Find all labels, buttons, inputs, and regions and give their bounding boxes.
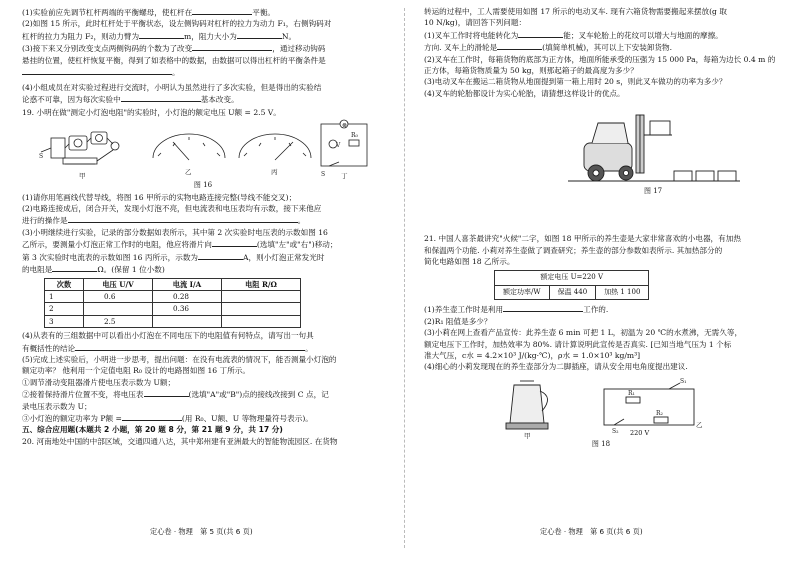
fig16-sub-d: 丁 <box>341 172 348 181</box>
answer-blank[interactable] <box>68 214 298 223</box>
q20-cont: 转运的过程中，工人需要使用如图 17 所示的电动叉车. 现有六箱货物需要搬起来摆放(g 取 <box>424 7 727 16</box>
answer-blank[interactable] <box>22 66 172 75</box>
answer-blank[interactable] <box>497 41 542 50</box>
svg-text:V: V <box>336 142 341 150</box>
table-row: 3 2.5 <box>45 315 301 327</box>
table-row: 1 0.6 0.28 <box>45 290 301 302</box>
answer-blank[interactable] <box>192 42 272 51</box>
resistor-icon <box>654 417 668 423</box>
svg-text:S: S <box>321 171 326 179</box>
q19-part5-f: ③小灯泡的额定功率为 P额 = (用 R₀、U额、U 等物理量符号表示)。 <box>22 413 313 423</box>
svg-text:⊗: ⊗ <box>342 122 348 130</box>
q20-part1: (1)叉车工作时将电能转化为 能；叉车轮胎上的花纹可以增大与地面的摩擦。 <box>424 30 723 40</box>
table-header: 电压 U/V <box>84 278 153 290</box>
page-5 <box>22 6 384 447</box>
q19-part4: (4)从表有的三组数据中可以看出小灯泡在不同电压下的电阻值有何特点，请写出一句具 <box>22 331 314 341</box>
figure-18 <box>484 375 724 439</box>
q19-part2: (2)电路连接成后，闭合开关，发现小灯泡不亮，但电流表和电压表均有示数，接下来他应 <box>22 204 322 214</box>
answer-blank[interactable] <box>518 29 563 38</box>
page-6 <box>424 6 778 450</box>
q19-data-table <box>44 278 301 329</box>
q19-part3-d: 的电阻是 Ω。(保留 1 位小数) <box>22 265 165 275</box>
q18-answer-line: 。 <box>22 66 384 82</box>
q19-part5: (5)完成上述实验后，小明进一步思考，提出问题：在没有电流表的情况下，能否测量小灯泡的 <box>22 354 337 364</box>
fig18-sub-b: 乙 <box>696 420 703 429</box>
figure-17-forklift <box>564 105 744 195</box>
rheostat-icon <box>63 158 97 164</box>
q19-part5-d: ②接着保持滑片位置不变，将电压表 (选填"A"或"B")点的接线改接到 C 点，记 <box>22 390 329 400</box>
fig18-sub-a: 甲 <box>524 431 531 439</box>
footer-page-6: 定心卷 · 物理 第 6 页(共 6 页) <box>540 527 643 536</box>
q20-cont-b: 10 N/kg)，请回答下列问题： <box>424 18 527 28</box>
q19-part5-e: 录电压表示数为 U； <box>22 401 92 411</box>
q20-part2-b: 正方体，每箱货物质量为 50 kg，则那起箱子的最高度为多少？ <box>424 66 638 76</box>
fig16-sub-b: 乙 <box>185 168 192 177</box>
q18-part2-cont: 杠杆的拉力为阻力 F₂，则动力臂为 m，阻力大小为 N。 <box>22 31 297 41</box>
svg-text:R₀: R₀ <box>351 132 358 140</box>
table-header: 电流 I/A <box>153 278 222 290</box>
q21-part3-b: 额定电压下工作时，加热效率为 80%. 请计算说明此宣传是否真实. [已知当地气压为 1 个标 <box>424 339 732 349</box>
q20-part2: (2)叉车在工作时，每箱货物的底部为正方体，地面所能承受的压强为 15 000 Pa，每箱为边长 0.4 m 的 <box>424 54 776 64</box>
q19-part5-b: 额定功率？ 他利用一个定值电阻 R₀ 设计的电路图如图 16 丁所示。 <box>22 366 250 376</box>
q18-part3-cont: 悬挂的位置，使杠杆恢复平衡，得到了如表格中的数据，由数据可以得出杠杆的平衡条件是 <box>22 55 326 65</box>
answer-blank[interactable] <box>144 388 189 397</box>
svg-text:S: S <box>39 153 44 161</box>
cargo-box-icon <box>650 121 670 135</box>
svg-text:S₂: S₂ <box>612 427 619 435</box>
fig18-voltage: 220 V <box>630 428 650 437</box>
q20-part4: (4)叉车的轮胎都设计为实心轮胎，请猜想这样设计的优点。 <box>424 88 625 98</box>
figure-16-caption: 图 16 <box>193 181 213 190</box>
q19-part4-cont: 有概括性的结论 。 <box>22 343 313 353</box>
q19-part3-c: 第 3 次实验时电流表的示数如图 16 丙所示，示数为 A，则小灯泡正常发光时 <box>22 252 325 262</box>
q21-part2: (2)R₁ 阻值是多少？ <box>424 316 492 326</box>
table-header: 次数 <box>45 278 84 290</box>
q18-part1: (1)实验前应先调节杠杆两端的平衡螺母，使杠杆在 平衡。 <box>22 8 276 17</box>
q21-part1: (1)养生壶工作时是利用 工作的. <box>424 305 609 315</box>
cargo-box-icon <box>718 171 736 181</box>
fig16-sub-a: 甲 <box>79 172 86 181</box>
fig16-sub-c: 丙 <box>271 168 278 177</box>
svg-text:R₂: R₂ <box>656 409 663 417</box>
ammeter-icon <box>69 136 87 150</box>
q21-part3: (3)小莉在网上查看产品宣传：此养生壶 6 min 可把 1 L，初温为 20 ℃的水煮沸，无需久等， <box>424 328 743 338</box>
q19-part3-b: 乙所示，要测量小灯泡正常工作时的电阻，他应将滑片向 (选填"左"或"右")移动； <box>22 240 338 250</box>
q20-intro: 20. 河南地处中国的中部区域，交通四通八达，其中郑州建有亚洲最大的智能物流园区. 在货物 <box>22 436 338 446</box>
answer-blank[interactable] <box>75 342 305 351</box>
cargo-box-icon <box>674 171 692 181</box>
q18-part4: (4)小组成员在对实验过程进行交流时，小明认为虽然进行了多次实验，但是得出的实验结 <box>22 83 322 93</box>
kettle-spec-table: 额定电压 U=220 V 额定功率/W 保温 440 加热 1 100 <box>494 270 649 300</box>
q21-intro-c: 简化电路如图 18 乙所示。 <box>424 257 515 267</box>
q20-part3: (3)电动叉车在搬运二箱货物从地面提到第一箱上用时 20 s，则此叉车做功的功率为多少？ <box>424 77 727 87</box>
table-header: 电阻 R/Ω <box>222 278 301 290</box>
svg-text:S₁: S₁ <box>680 377 687 385</box>
resistor-icon <box>626 397 640 403</box>
q21-intro-b: 和保温两个功能. 小莉对养生壶做了调查研究；养生壶的部分参数如表所示. 其加热部分的 <box>424 245 723 255</box>
q18-part2: (2)如图 15 所示，此时杠杆处于平衡状态，设左侧钩码对杠杆的拉力为动力 F₁，右侧钩码对 <box>22 19 332 29</box>
answer-blank[interactable] <box>503 303 583 312</box>
answer-blank[interactable] <box>52 263 97 272</box>
battery-icon <box>51 138 65 158</box>
q19-part3: (3)小明继续进行实验，记录的部分数据如表所示，其中第 2 次实验时电压表的示数如图 16 <box>22 227 328 237</box>
answer-blank[interactable] <box>198 251 243 260</box>
answer-blank[interactable] <box>237 30 282 39</box>
q19-part2-cont: 进行的操作是 。 <box>22 216 306 226</box>
page-divider <box>404 8 405 548</box>
figure-17-caption: 图 17 <box>644 187 663 196</box>
answer-blank[interactable] <box>139 30 184 39</box>
table-row: 2 0.36 <box>45 303 301 315</box>
figure-18-caption: 图 18 <box>591 439 611 448</box>
q21-part4: (4)细心的小莉发现现在的养生壶部分为二脚插座，请从安全用电角度提出建议. <box>424 362 688 372</box>
answer-blank[interactable] <box>121 93 201 102</box>
svg-text:R₁: R₁ <box>628 389 635 397</box>
q19-intro: 19. 小明在做"测定小灯泡电阻"的实验时，小灯泡的额定电压 U额 = 2.5 V。 <box>22 107 281 117</box>
q21-intro: 21. 中国人喜茶最讲究"火候"二字，如图 18 甲所示的养生壶是大家非常喜欢的小电器，有加热 <box>424 234 741 244</box>
answer-blank[interactable] <box>122 412 182 421</box>
spacer <box>424 195 778 233</box>
answer-blank[interactable] <box>212 238 257 247</box>
kettle-icon <box>510 385 544 423</box>
q18-part4-cont: 论惑不可靠，因为每次实验中 基本改变。 <box>22 95 239 105</box>
q18-part3: (3)接下来又分别改变支点两侧钩码的个数为了改变 ，通过移动钩码 <box>22 44 326 54</box>
footer-page-5: 定心卷 · 物理 第 5 页(共 6 页) <box>150 527 253 536</box>
cargo-box-icon <box>696 171 714 181</box>
q19-part5-c: ①调节滑动变阻器滑片使电压表示数为 U额； <box>22 377 176 387</box>
figure-16-circuits <box>33 118 373 180</box>
section-5-heading: 五、综合应用题(本题共 2 小题，第 20 题 8 分，第 21 题 9 分，共 17 分) <box>22 425 283 435</box>
voltmeter-icon <box>91 132 107 144</box>
q19-part1: (1)请你用笔画线代替导线，将图 16 甲所示的实物电路连接完整(导线不能交叉)； <box>22 192 297 202</box>
answer-blank[interactable] <box>192 6 252 15</box>
q21-part3-c: 准大气压，c水 = 4.2×10³ J/(kg·℃)，ρ水 = 1.0×10³ kg/m³] <box>424 350 641 360</box>
q20-part1-b: 方向. 叉车上的滑轮是 (填简单机械)，其可以上下安装卸货物. <box>424 43 673 53</box>
